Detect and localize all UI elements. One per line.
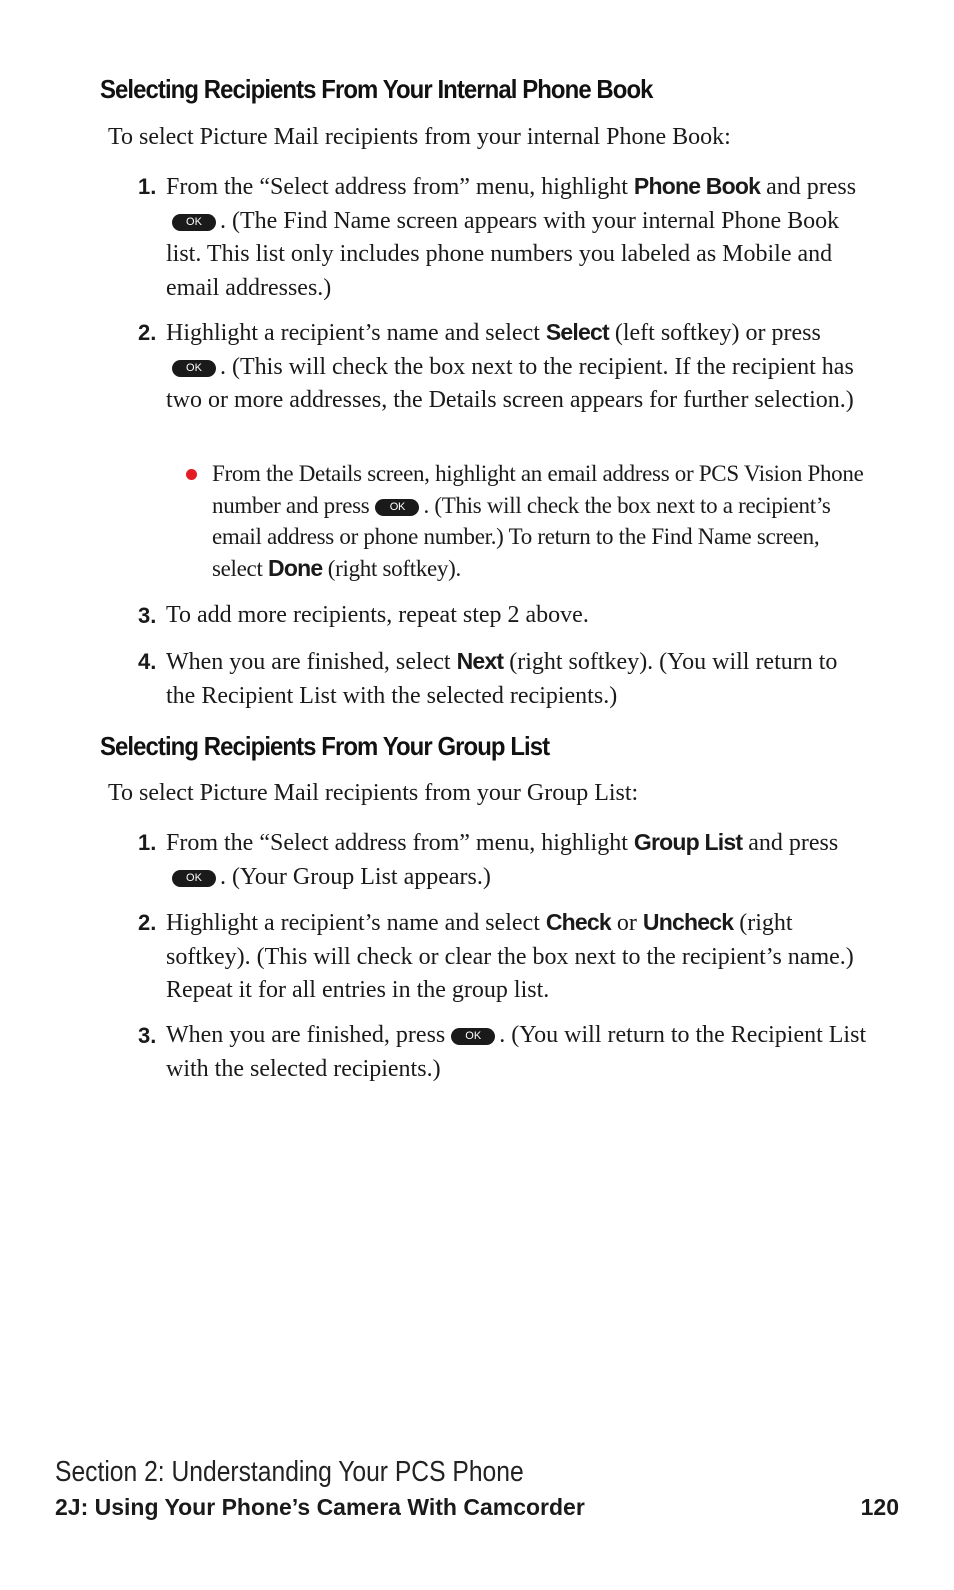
softkey-keyword: Next <box>456 648 504 674</box>
softkey-keyword: Uncheck <box>642 909 734 935</box>
step-number: 1. <box>138 830 157 855</box>
section-heading-phone-book: Selecting Recipients From Your Internal Phone Book <box>100 74 653 104</box>
ok-key-icon: OK <box>375 499 419 516</box>
step-text: When you are finished, press OK . (You will return to the Recipient List with the selected recipients.) <box>166 1022 867 1082</box>
step-text: Highlight a recipient’s name and select Select (left softkey) or pressOK . (This will check the box next to the recipient. If the recipient has two or more addresses, the Details screen appears for further selection.) <box>166 319 854 413</box>
step-text: To add more recipients, repeat step 2 above. <box>166 602 589 628</box>
step-item <box>138 599 868 633</box>
footer-chapter-title: 2J: Using Your Phone’s Camera With Camcorder <box>55 1494 585 1520</box>
ok-key-icon: OK <box>451 1028 495 1045</box>
page-number: 120 <box>860 1494 899 1520</box>
menu-keyword: Phone Book <box>633 173 761 199</box>
step-number: 2. <box>138 910 157 935</box>
step-number: 2. <box>138 320 157 345</box>
footer-section-title: Section 2: Understanding Your PCS Phone <box>55 1456 524 1488</box>
bullet-item <box>186 458 866 584</box>
step-text: Highlight a recipient’s name and select Check or Uncheck (right softkey). (This will check or clear the box next to the recipient’s name.) Repeat it for all entries in the group list. <box>166 909 854 1003</box>
bullet-dot-icon <box>186 469 197 480</box>
step-item <box>138 826 868 894</box>
step-number: 3. <box>138 1023 157 1048</box>
step-item <box>138 316 868 418</box>
bullet-text: From the Details screen, highlight an email address or PCS Vision Phone number and press OK . (This will check the box next to a recipient’s email address or phone number.) To return to the Find Name screen, select Done (right softkey). <box>212 461 864 581</box>
step-text: From the “Select address from” menu, highlight Group List and pressOK . (Your Group List appears.) <box>166 829 839 890</box>
step-number: 3. <box>138 603 157 628</box>
ok-key-icon: OK <box>172 360 216 377</box>
section-intro: To select Picture Mail recipients from your Group List: <box>108 780 639 806</box>
step-item <box>138 170 868 305</box>
softkey-keyword: Done <box>268 554 323 581</box>
step-item <box>138 906 868 1008</box>
step-text: When you are finished, select Next (right softkey). (You will return to the Recipient List with the selected recipients.) <box>166 648 838 709</box>
ok-key-icon: OK <box>172 214 216 231</box>
softkey-keyword: Check <box>545 909 611 935</box>
step-text: From the “Select address from” menu, highlight Phone Book and pressOK . (The Find Name screen appears with your internal Phone Book list. This list only includes phone numbers you labeled as Mobile and email addresses.) <box>166 173 857 301</box>
step-number: 1. <box>138 174 157 199</box>
section-intro: To select Picture Mail recipients from your internal Phone Book: <box>108 124 731 150</box>
menu-keyword: Group List <box>633 829 743 855</box>
step-item <box>138 645 868 713</box>
ok-key-icon: OK <box>172 870 216 887</box>
section-heading-group-list: Selecting Recipients From Your Group List <box>100 731 550 761</box>
step-number: 4. <box>138 649 157 674</box>
step-item <box>138 1019 868 1086</box>
softkey-keyword: Select <box>545 319 609 345</box>
